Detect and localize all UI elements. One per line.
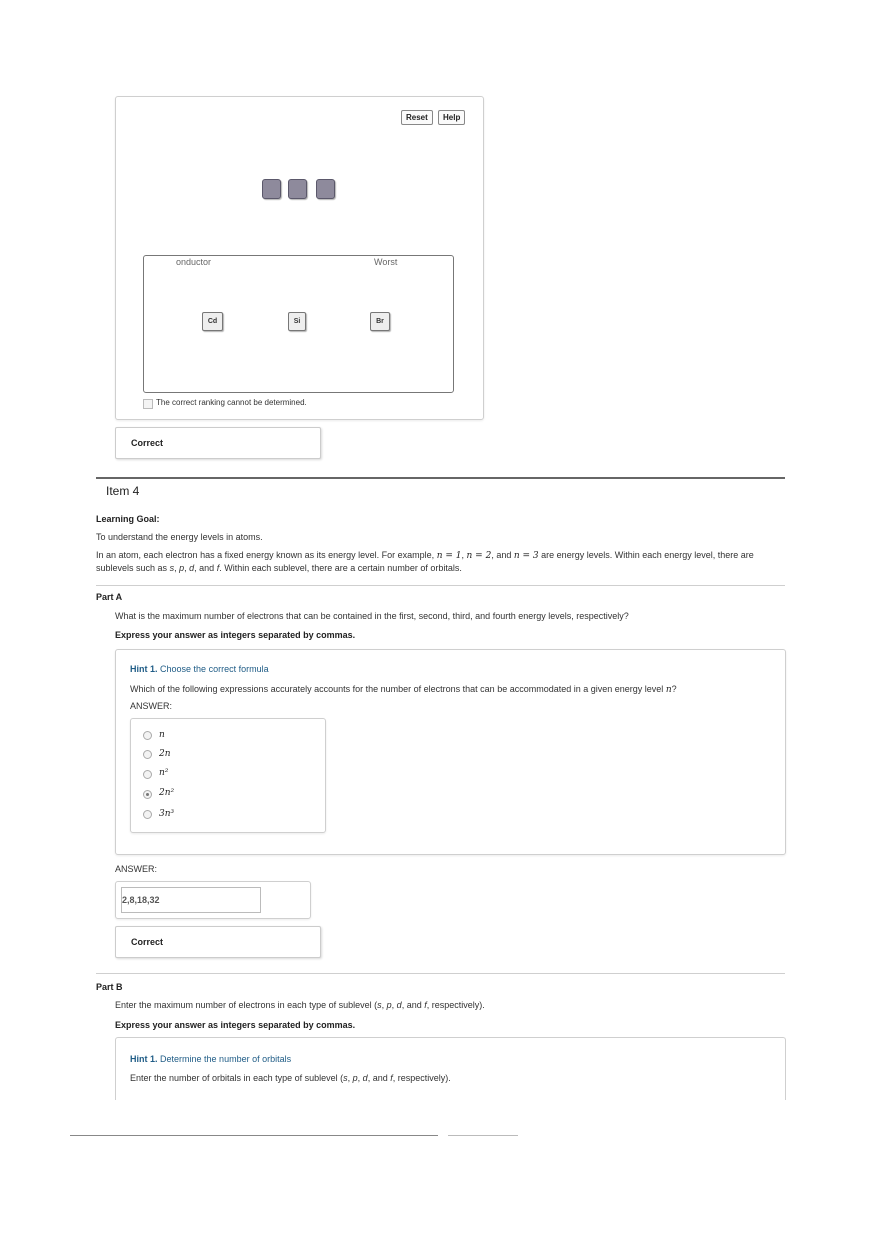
sublevel-s: s [343, 1073, 348, 1083]
part-b-hint-panel [115, 1037, 786, 1100]
part-b-question: Enter the maximum number of electrons in each type of sublevel (s, p, d, and f, respectively). [115, 1000, 485, 1010]
option-label-1: n [159, 730, 165, 740]
part-b-divider [96, 973, 785, 974]
sublevel-p: p [386, 1000, 392, 1010]
option-radio-4[interactable] [143, 790, 152, 799]
ranking-widget [115, 96, 484, 420]
part-a-hint-panel [115, 649, 786, 855]
page-footer-mark [448, 1135, 518, 1136]
item-divider [96, 477, 785, 479]
part-a-heading: Part A [96, 592, 123, 602]
intro-text-4: Within each sublevel, there are a certain number of orbitals. [224, 563, 462, 573]
option-radio-5[interactable] [143, 810, 152, 819]
learning-goal-text: To understand the energy levels in atoms. [96, 532, 263, 542]
part-a-answer-label: ANSWER: [115, 864, 158, 874]
feedback-text: Correct [131, 937, 164, 947]
cannot-determine-label: The correct ranking cannot be determined. [156, 398, 307, 407]
and-word: and [406, 1000, 422, 1010]
sublevel-f: f [216, 563, 220, 573]
option-label-2: 2n [159, 749, 171, 759]
answer-input[interactable] [121, 887, 261, 913]
answer-value: 2,8,18,32 [122, 895, 160, 905]
part-a-instruction: Express your answer as integers separated by commas. [115, 630, 356, 640]
intro-and: , and [491, 550, 512, 560]
best-label: onductor [176, 257, 212, 267]
math-n3: n = 3 [513, 551, 539, 561]
hint-answer-label: ANSWER: [130, 701, 173, 711]
cannot-determine-checkbox[interactable] [143, 399, 153, 409]
option-radio-1[interactable] [143, 731, 152, 740]
option-radio-3[interactable] [143, 770, 152, 779]
option-radio-2[interactable] [143, 750, 152, 759]
math-n1: n = 1 [436, 551, 462, 561]
part-b-q-end: , respectively). [426, 1000, 485, 1010]
ranking-slot-1[interactable] [262, 179, 281, 199]
reset-button[interactable]: Reset [401, 110, 433, 125]
hint-heading[interactable] [130, 1054, 291, 1064]
part-b-q-start: Enter the maximum number of electrons in each type of sublevel ( [115, 1000, 378, 1010]
ranking-item-br[interactable]: Br [370, 312, 390, 331]
math-n2: n = 2 [466, 551, 492, 561]
worst-label: Worst [374, 257, 398, 267]
part-b-heading: Part B [96, 982, 123, 992]
hint-heading[interactable] [130, 664, 269, 674]
item-title: Item 4 [106, 484, 140, 498]
ranking-item-si[interactable]: Si [288, 312, 306, 331]
hint-question: Enter the number of orbitals in each type of sublevel (s, p, d, and f, respectively). [130, 1073, 451, 1083]
ranking-feedback [115, 427, 321, 459]
sublevel-s: s [377, 1000, 382, 1010]
ranking-slot-2[interactable] [288, 179, 307, 199]
hint-title[interactable]: Choose the correct formula [160, 664, 269, 674]
and-word: and [372, 1073, 388, 1083]
sublevel-d: d [396, 1000, 402, 1010]
sublevel-p: p [179, 563, 185, 573]
intro-text-3: sublevels such as [96, 563, 168, 573]
part-a-answer-panel [115, 881, 311, 919]
option-label-4: 2n² [159, 788, 175, 798]
hint-number: Hint 1. [130, 1054, 158, 1064]
hint-title[interactable]: Determine the number of orbitals [160, 1054, 292, 1064]
hint-q-end: , respectively). [392, 1073, 451, 1083]
page-footer-line [70, 1135, 438, 1136]
ranking-drop-zone[interactable] [143, 255, 454, 393]
ranking-item-cd[interactable]: Cd [202, 312, 223, 331]
formula-options [130, 718, 326, 833]
option-label-3: n² [159, 768, 169, 778]
hint-q-end: ? [671, 684, 677, 694]
sublevel-d: d [189, 563, 195, 573]
part-b-instruction: Express your answer as integers separated by commas. [115, 1020, 356, 1030]
hint-q-start: Enter the number of orbitals in each type of sublevel ( [130, 1073, 344, 1083]
part-a-divider [96, 585, 785, 586]
feedback-text: Correct [131, 438, 164, 448]
intro-line-1: In an atom, each electron has a fixed energy known as its energy level. For example, n = 1, n = 2, and n = 3 are energy levels. Within each energy level, there are [96, 550, 754, 561]
hint-var: n [665, 685, 672, 695]
sublevel-f: f [390, 1073, 393, 1083]
sublevel-s: s [169, 563, 175, 573]
sublevel-p: p [352, 1073, 358, 1083]
intro-text-2: are energy levels. Within each energy level, there are [541, 550, 754, 560]
and-word: and [199, 563, 215, 573]
part-a-question: What is the maximum number of electrons that can be contained in the first, second, third, and fourth energy levels, respectively? [115, 611, 629, 621]
part-a-feedback [115, 926, 321, 958]
hint-question-text: Which of the following expressions accurately accounts for the number of electrons that can be accommodated in a given energy level [130, 684, 664, 694]
intro-line-2: sublevels such as s, p, d, and f. Within each sublevel, there are a certain number of orbitals. [96, 563, 462, 573]
hint-question [130, 684, 677, 695]
option-label-5: 3n³ [159, 809, 175, 819]
help-button[interactable]: Help [438, 110, 465, 125]
ranking-slot-3[interactable] [316, 179, 335, 199]
intro-text: In an atom, each electron has a fixed energy known as its energy level. For example, [96, 550, 435, 560]
sublevel-f: f [424, 1000, 427, 1010]
learning-goal-heading: Learning Goal: [96, 514, 160, 524]
sublevel-d: d [362, 1073, 368, 1083]
hint-number: Hint 1. [130, 664, 158, 674]
